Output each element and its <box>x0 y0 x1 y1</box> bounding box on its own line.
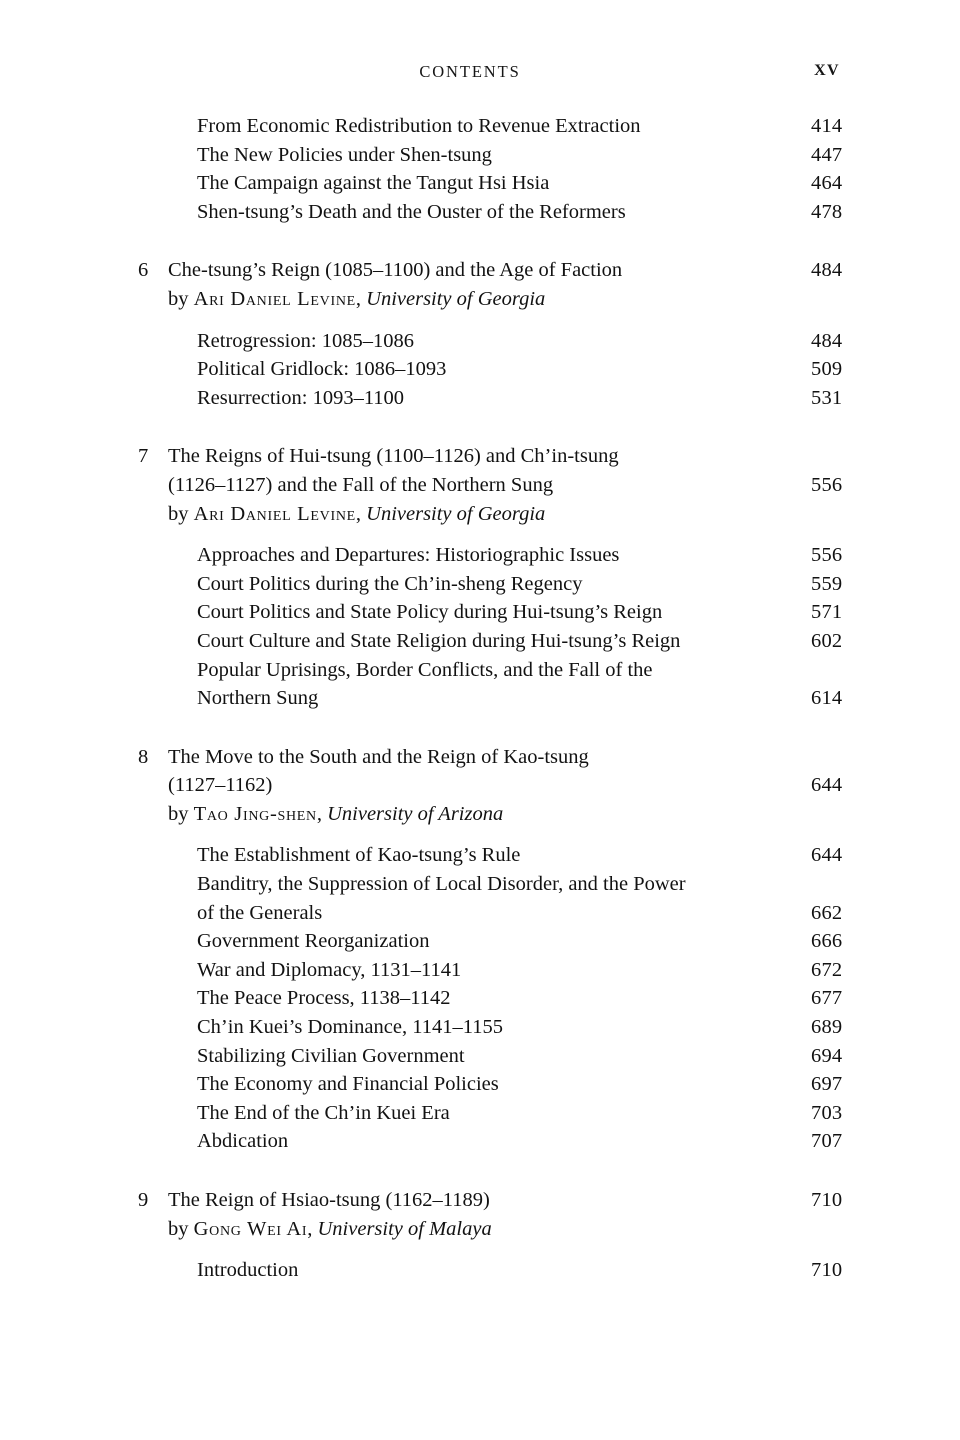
entry-title: The Campaign against the Tangut Hsi Hsia <box>197 172 550 195</box>
entry-page-number: 556 <box>811 473 843 496</box>
chapter-number: 6 <box>138 259 149 282</box>
entry-title: Resurrection: 1093–1100 <box>197 386 405 409</box>
toc-entry <box>0 927 960 956</box>
entry-page-number: 509 <box>811 358 843 381</box>
toc-entry <box>0 541 960 570</box>
toc-entry <box>0 984 960 1013</box>
entry-title: Court Politics during the Ch’in-sheng Regency <box>197 572 583 595</box>
chapter-heading <box>0 471 960 500</box>
toc-entry <box>0 355 960 384</box>
entry-title: Court Culture and State Religion during Hui-tsung’s Reign <box>197 629 681 652</box>
entry-page-number: 694 <box>811 1044 843 1067</box>
chapter-heading <box>0 1186 960 1215</box>
byline-separator: , <box>316 802 328 825</box>
toc-entry <box>0 598 960 627</box>
page-folio: XV <box>814 62 840 79</box>
byline-prefix: by <box>168 287 194 310</box>
chapter-heading <box>0 771 960 800</box>
spacer <box>0 226 960 256</box>
spacer <box>0 528 960 541</box>
entry-page-number: 484 <box>811 259 843 282</box>
entry-title: Approaches and Departures: Historiographic Issues <box>197 544 620 567</box>
entry-page-number: 666 <box>811 930 843 953</box>
byline-text <box>168 1215 492 1244</box>
entry-page-number: 703 <box>811 1101 843 1124</box>
author-name: Ari Daniel Levine <box>193 502 356 525</box>
author-affiliation: University of Georgia <box>366 502 546 525</box>
entry-title: Ch’in Kuei’s Dominance, 1141–1155 <box>197 1016 503 1039</box>
entry-page-number: 556 <box>811 544 843 567</box>
spacer <box>0 828 960 841</box>
byline-separator: , <box>355 502 367 525</box>
entry-title: (1126–1127) and the Fall of the Northern Sung <box>168 473 554 496</box>
entry-title: The Reign of Hsiao-tsung (1162–1189) <box>168 1189 490 1211</box>
entry-title: The End of the Ch’in Kuei Era <box>197 1101 450 1124</box>
chapter-byline <box>0 800 960 829</box>
entry-page-number: 707 <box>811 1130 843 1153</box>
spacer <box>0 713 960 743</box>
chapter-byline <box>0 1215 960 1244</box>
entry-page-number: 644 <box>811 774 843 797</box>
entry-title: The Establishment of Kao-tsung’s Rule <box>197 844 521 867</box>
entry-title: Northern Sung <box>197 687 319 710</box>
author-affiliation: University of Arizona <box>327 802 504 825</box>
running-head <box>140 62 860 86</box>
entry-title: Introduction <box>197 1259 299 1282</box>
chapter-number: 8 <box>138 745 149 768</box>
spacer <box>0 1243 960 1256</box>
entry-title: Court Politics and State Policy during Hui-tsung’s Reign <box>197 601 663 624</box>
entry-title: Abdication <box>197 1130 289 1153</box>
entry-page-number: 710 <box>811 1259 843 1282</box>
entry-title: Che-tsung’s Reign (1085–1100) and the Age of Faction <box>168 259 623 282</box>
entry-page-number: 559 <box>811 572 843 595</box>
author-affiliation: University of Malaya <box>317 1217 492 1240</box>
chapter-number: 9 <box>138 1189 149 1211</box>
entry-page-number: 531 <box>811 386 843 409</box>
chapter-heading <box>0 743 960 772</box>
entry-page-number: 644 <box>811 844 843 867</box>
byline-prefix: by <box>168 1217 194 1240</box>
entry-page-number: 484 <box>811 329 843 352</box>
toc-entry <box>0 1256 960 1285</box>
toc-entry <box>0 1070 960 1099</box>
toc-entry <box>0 956 960 985</box>
table-of-contents <box>0 112 960 1285</box>
chapter-heading <box>0 442 960 471</box>
running-head-title: CONTENTS <box>419 62 521 81</box>
byline-text <box>168 500 545 529</box>
toc-entry <box>0 1042 960 1071</box>
toc-entry <box>0 1013 960 1042</box>
toc-entry <box>0 112 960 141</box>
byline-separator: , <box>307 1217 318 1240</box>
toc-entry <box>0 1127 960 1156</box>
entry-title: The New Policies under Shen-tsung <box>197 143 492 166</box>
entry-title: Government Reorganization <box>197 930 430 953</box>
chapter-heading <box>0 256 960 285</box>
entry-page-number: 414 <box>811 115 843 137</box>
entry-title: The Move to the South and the Reign of Kao-tsung <box>168 745 589 768</box>
spacer <box>0 412 960 442</box>
byline-prefix: by <box>168 802 194 825</box>
entry-page-number: 710 <box>811 1189 843 1211</box>
entry-title: Shen-tsung’s Death and the Ouster of the Reformers <box>197 200 626 223</box>
entry-title: Popular Uprisings, Border Conflicts, and the Fall of the <box>197 658 653 681</box>
toc-entry <box>0 327 960 356</box>
entry-page-number: 464 <box>811 172 843 195</box>
toc-entry <box>0 656 960 685</box>
entry-page-number: 614 <box>811 687 843 710</box>
chapter-number: 7 <box>138 445 149 468</box>
toc-entry <box>0 169 960 198</box>
entry-page-number: 697 <box>811 1073 843 1096</box>
toc-entry <box>0 384 960 413</box>
entry-title: Stabilizing Civilian Government <box>197 1044 465 1067</box>
author-affiliation: University of Georgia <box>366 287 546 310</box>
entry-page-number: 677 <box>811 987 843 1010</box>
entry-title: Political Gridlock: 1086–1093 <box>197 358 447 381</box>
byline-separator: , <box>355 287 367 310</box>
toc-entry <box>0 627 960 656</box>
author-name: Ari Daniel Levine <box>193 287 356 310</box>
toc-entry <box>0 841 960 870</box>
entry-title: The Economy and Financial Policies <box>197 1073 499 1096</box>
toc-entry <box>0 570 960 599</box>
chapter-byline <box>0 285 960 314</box>
entry-title: The Peace Process, 1138–1142 <box>197 987 451 1010</box>
entry-title: The Reigns of Hui-tsung (1100–1126) and Ch’in-tsung <box>168 445 619 468</box>
spacer <box>0 314 960 327</box>
entry-title: of the Generals <box>197 901 323 924</box>
entry-page-number: 571 <box>811 601 843 624</box>
entry-title: From Economic Redistribution to Revenue Extraction <box>197 115 641 137</box>
entry-title: Retrogression: 1085–1086 <box>197 329 414 352</box>
byline-prefix: by <box>168 502 194 525</box>
spacer <box>0 1156 960 1186</box>
byline-text <box>168 285 545 314</box>
toc-entry-continuation <box>0 684 960 713</box>
entry-page-number: 602 <box>811 629 843 652</box>
entry-page-number: 672 <box>811 958 843 981</box>
toc-entry <box>0 198 960 227</box>
toc-entry <box>0 1099 960 1128</box>
entry-title: (1127–1162) <box>168 774 273 797</box>
byline-text <box>168 800 503 829</box>
chapter-byline <box>0 500 960 529</box>
author-name: Tao Jing-shen <box>193 802 317 825</box>
entry-page-number: 478 <box>811 200 843 223</box>
author-name: Gong Wei Ai <box>193 1217 308 1240</box>
entry-page-number: 447 <box>811 143 843 166</box>
toc-entry <box>0 870 960 899</box>
entry-title: War and Diplomacy, 1131–1141 <box>197 958 462 981</box>
entry-page-number: 689 <box>811 1016 843 1039</box>
entry-page-number: 662 <box>811 901 843 924</box>
entry-title: Banditry, the Suppression of Local Disorder, and the Power <box>197 873 686 896</box>
toc-entry-continuation <box>0 899 960 928</box>
toc-entry <box>0 141 960 170</box>
